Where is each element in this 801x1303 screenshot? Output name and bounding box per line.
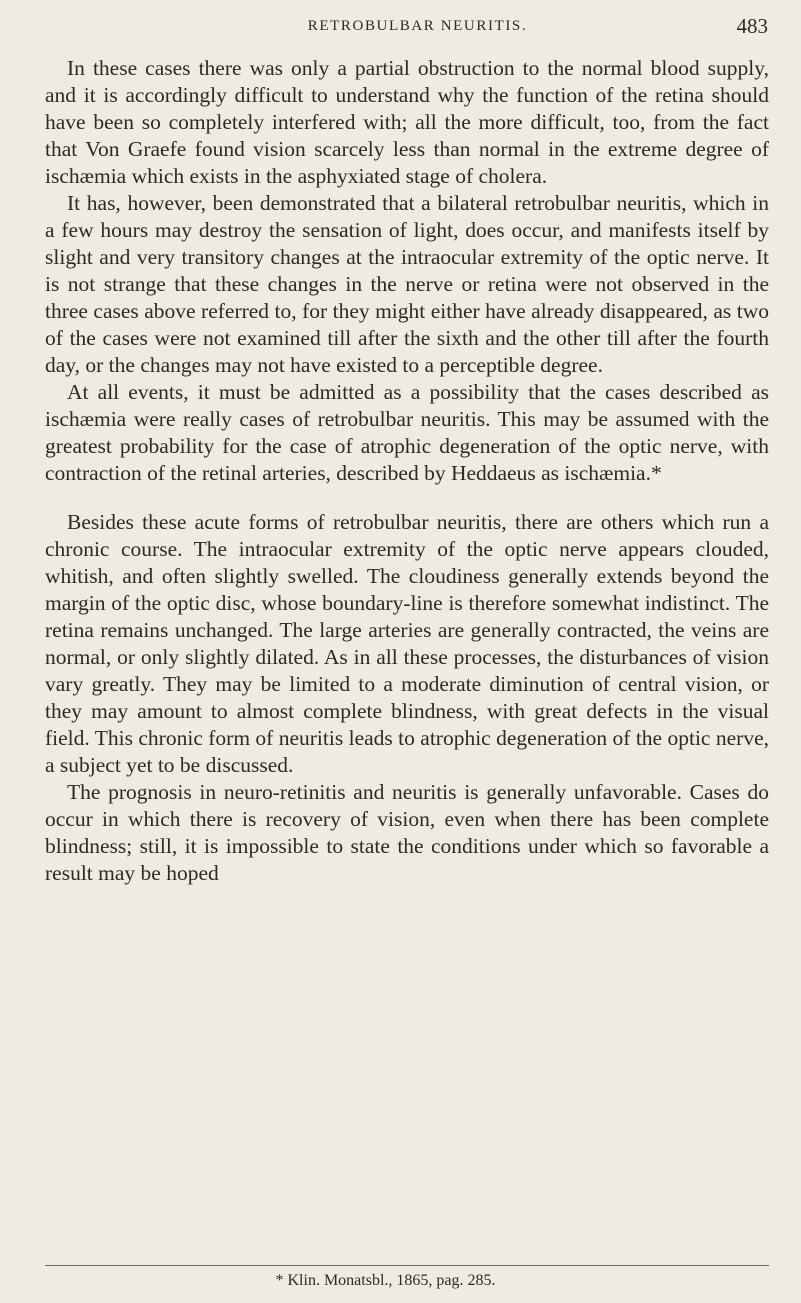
body-text	[45, 55, 769, 887]
footnote-rule	[45, 1265, 769, 1266]
paragraph-bilateral-neuritis: It has, however, been demonstrated that a bilateral retrobulbar neuritis, which in a few hours may destroy the sensation of light, does occur, and manifests itself by slight and very transitory changes at the intraocular extremity of the optic nerve. It is not strange that these changes in the nerve or retina were not observed in the three cases above referred to, for they might either have already disappeared, as two of the cases were not examined till after the sixth and the other till after the fourth day, or the changes may not have existed to a perceptible degree.	[45, 191, 769, 377]
paragraph-possibility: At all events, it must be admitted as a possibility that the cases described as ischæmia were really cases of retrobulbar neuritis. This may be assumed with the greatest probability for the case of atrophic degeneration of the optic nerve, with contraction of the retinal arteries, described by Heddaeus as ischæmia.*	[45, 380, 769, 485]
paragraph-ischaemia-cases: In these cases there was only a partial obstruction to the normal blood supply, and it is accordingly difficult to understand why the function of the retina should have been so completely interfered with; all the more difficult, too, from the fact that Von Graefe found vision scarcely less than normal in the extreme degree of ischæmia which exists in the asphyxiated stage of cholera.	[45, 56, 769, 188]
paragraph-chronic-forms: Besides these acute forms of retrobulbar neuritis, there are others which run a chronic course. The intraocular extremity of the optic nerve appears clouded, whitish, and often slightly swelled. The cloudiness generally extends beyond the margin of the optic disc, whose boundary-line is therefore somewhat indistinct. The retina remains unchanged. The large arteries are generally contracted, the veins are normal, or only slightly dilated. As in all these processes, the disturbances of vision vary greatly. They may be limited to a moderate diminution of central vision, or they may amount to almost complete blindness, with great defects in the visual field. This chronic form of neuritis leads to atrophic degeneration of the optic nerve, a subject yet to be discussed.	[45, 510, 769, 777]
running-head	[0, 14, 801, 44]
paragraph-prognosis: The prognosis in neuro-retinitis and neuritis is generally unfavorable. Cases do occur in which there is recovery of vision, even when there has been complete blindness; still, it is impossible to state the conditions under which so favorable a result may be hoped	[45, 780, 769, 885]
footnote: * Klin. Monatsbl., 1865, pag. 285.	[275, 1272, 496, 1289]
page-number: 483	[736, 14, 768, 38]
running-title: RETROBULBAR NEURITIS.	[307, 18, 528, 34]
